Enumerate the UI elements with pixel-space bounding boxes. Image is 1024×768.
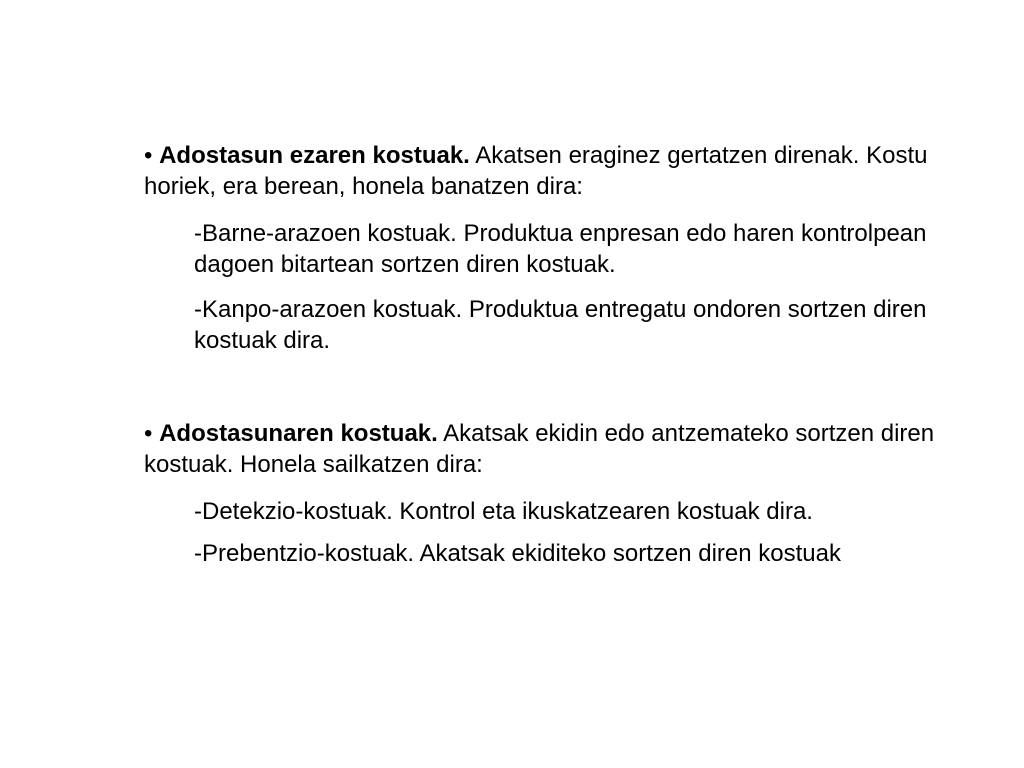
- bullet-item-conformance-costs: [144, 418, 944, 480]
- bullet-text: Akatsen eraginez gertatzen direnak. Kostu horiek, era berean, honela banatzen dira:: [144, 142, 928, 200]
- bullet-text: Akatsak ekidin edo antzemateko sortzen diren kostuak. Honela sailkatzen dira:: [144, 420, 935, 478]
- bullet-item-nonconformance-costs: [144, 140, 944, 202]
- bullet-icon: •: [144, 420, 153, 447]
- bullet-heading: Adostasun ezaren kostuak.: [159, 142, 470, 169]
- subitem-internal-failure-costs: -Barne-arazoen kostuak. Produktua enpresan edo haren kontrolpean dagoen bitartean sortzen diren kostuak.: [194, 220, 927, 278]
- subitem-prevention-costs: -Prebentzio-kostuak. Akatsak ekiditeko sortzen diren kostuak: [194, 540, 841, 567]
- subitem-external-failure-costs: -Kanpo-arazoen kostuak. Produktua entregatu ondoren sortzen diren kostuak dira.: [194, 296, 927, 354]
- bullet-icon: •: [144, 142, 153, 169]
- subitem-detection-costs: -Detekzio-kostuak. Kontrol eta ikuskatzearen kostuak dira.: [194, 498, 813, 525]
- bullet-heading: Adostasunaren kostuak.: [159, 420, 438, 447]
